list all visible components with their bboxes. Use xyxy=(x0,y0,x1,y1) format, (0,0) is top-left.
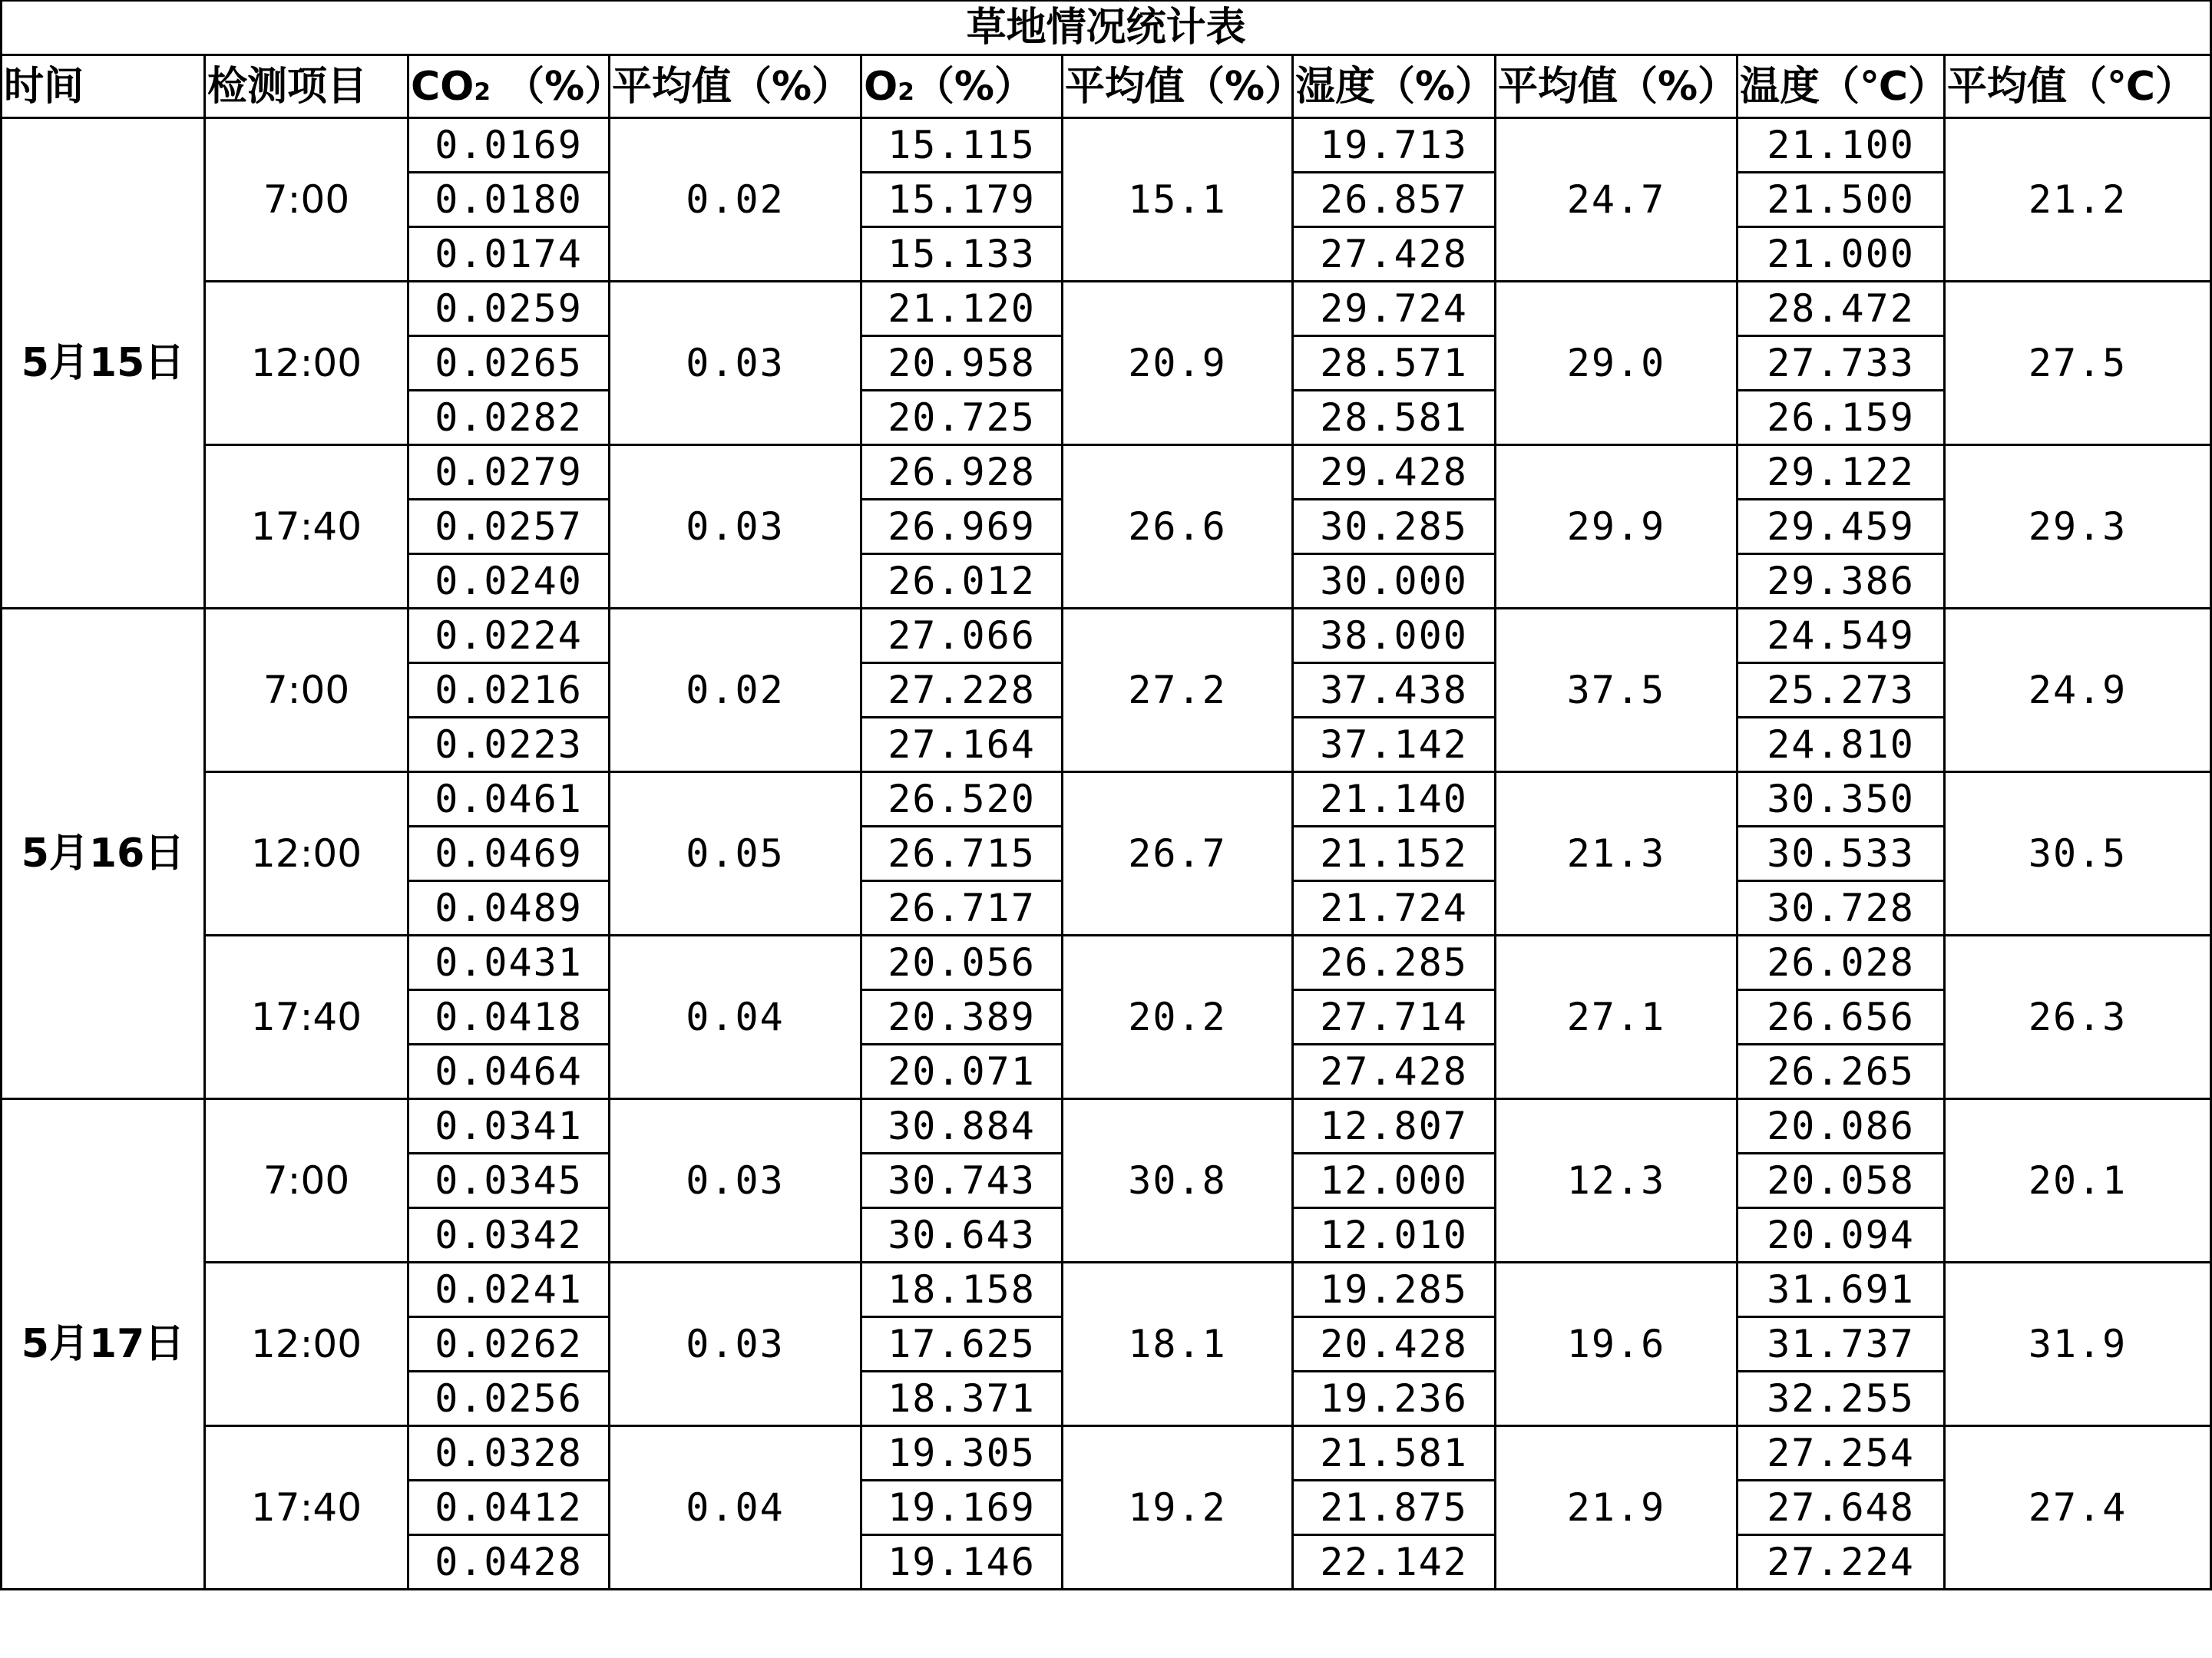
o2-average: 26.7 xyxy=(1063,772,1293,936)
co2-average: 0.05 xyxy=(610,772,861,936)
humidity-average: 21.9 xyxy=(1496,1426,1738,1590)
o2-value: 26.012 xyxy=(861,554,1063,609)
humidity-value: 38.000 xyxy=(1293,609,1496,663)
o2-average: 19.2 xyxy=(1063,1426,1293,1590)
humidity-value: 30.000 xyxy=(1293,554,1496,609)
humidity-average: 37.5 xyxy=(1496,609,1738,772)
header-o2-unit: （%） xyxy=(914,63,1035,110)
temperature-average: 24.9 xyxy=(1945,609,2211,772)
humidity-value: 28.581 xyxy=(1293,391,1496,445)
header-temperature: 温度（℃） xyxy=(1738,55,1945,118)
header-temperature-average: 平均值（℃） xyxy=(1945,55,2211,118)
temperature-value: 27.254 xyxy=(1738,1426,1945,1481)
o2-value: 20.725 xyxy=(861,391,1063,445)
co2-value: 0.0428 xyxy=(408,1535,610,1590)
temperature-value: 21.000 xyxy=(1738,227,1945,282)
co2-value: 0.0180 xyxy=(408,173,610,227)
time-cell: 17:40 xyxy=(205,1426,408,1590)
co2-value: 0.0282 xyxy=(408,391,610,445)
humidity-value: 20.428 xyxy=(1293,1317,1496,1372)
table-title: 草地情况统计表 xyxy=(2,1,2211,55)
humidity-value: 12.010 xyxy=(1293,1208,1496,1263)
o2-value: 27.164 xyxy=(861,718,1063,772)
time-cell: 7:00 xyxy=(205,1099,408,1263)
o2-value: 30.884 xyxy=(861,1099,1063,1154)
humidity-average: 12.3 xyxy=(1496,1099,1738,1263)
header-co2-unit: （%） xyxy=(491,63,625,110)
table-body xyxy=(2,1,2211,1590)
humidity-value: 29.428 xyxy=(1293,445,1496,500)
temperature-value: 21.500 xyxy=(1738,173,1945,227)
humidity-value: 21.875 xyxy=(1293,1481,1496,1535)
table-row xyxy=(2,936,2211,990)
table-row xyxy=(2,772,2211,827)
humidity-value: 37.438 xyxy=(1293,663,1496,718)
co2-average: 0.04 xyxy=(610,1426,861,1590)
humidity-value: 19.713 xyxy=(1293,118,1496,173)
humidity-average: 24.7 xyxy=(1496,118,1738,282)
co2-value: 0.0224 xyxy=(408,609,610,663)
temperature-value: 29.386 xyxy=(1738,554,1945,609)
o2-value: 19.146 xyxy=(861,1535,1063,1590)
time-cell: 12:00 xyxy=(205,1263,408,1426)
temperature-average: 27.4 xyxy=(1945,1426,2211,1590)
temperature-value: 30.533 xyxy=(1738,827,1945,881)
o2-value: 15.115 xyxy=(861,118,1063,173)
temperature-value: 20.086 xyxy=(1738,1099,1945,1154)
time-cell: 17:40 xyxy=(205,445,408,609)
o2-value: 26.969 xyxy=(861,500,1063,554)
o2-value: 27.228 xyxy=(861,663,1063,718)
humidity-value: 27.714 xyxy=(1293,990,1496,1045)
o2-value: 17.625 xyxy=(861,1317,1063,1372)
o2-average: 15.1 xyxy=(1063,118,1293,282)
header-o2-average: 平均值（%） xyxy=(1063,55,1293,118)
o2-value: 19.169 xyxy=(861,1481,1063,1535)
o2-value: 20.389 xyxy=(861,990,1063,1045)
temperature-value: 27.224 xyxy=(1738,1535,1945,1590)
date-cell: 5月15日 xyxy=(2,118,205,609)
temperature-average: 20.1 xyxy=(1945,1099,2211,1263)
co2-value: 0.0489 xyxy=(408,881,610,936)
header-humidity-average: 平均值（%） xyxy=(1496,55,1738,118)
o2-value: 26.717 xyxy=(861,881,1063,936)
header-humidity: 湿度（%） xyxy=(1293,55,1496,118)
co2-value: 0.0257 xyxy=(408,500,610,554)
temperature-value: 26.265 xyxy=(1738,1045,1945,1099)
o2-value: 26.928 xyxy=(861,445,1063,500)
humidity-value: 12.000 xyxy=(1293,1154,1496,1208)
date-cell: 5月16日 xyxy=(2,609,205,1099)
temperature-value: 31.691 xyxy=(1738,1263,1945,1317)
co2-value: 0.0342 xyxy=(408,1208,610,1263)
temperature-average: 27.5 xyxy=(1945,282,2211,445)
time-cell: 7:00 xyxy=(205,118,408,282)
table-row xyxy=(2,609,2211,663)
co2-average: 0.02 xyxy=(610,609,861,772)
co2-value: 0.0328 xyxy=(408,1426,610,1481)
co2-value: 0.0464 xyxy=(408,1045,610,1099)
o2-average: 30.8 xyxy=(1063,1099,1293,1263)
humidity-average: 27.1 xyxy=(1496,936,1738,1099)
o2-average: 18.1 xyxy=(1063,1263,1293,1426)
co2-value: 0.0431 xyxy=(408,936,610,990)
temperature-value: 26.159 xyxy=(1738,391,1945,445)
co2-value: 0.0341 xyxy=(408,1099,610,1154)
table-row xyxy=(2,282,2211,336)
temperature-value: 24.810 xyxy=(1738,718,1945,772)
humidity-average: 29.9 xyxy=(1496,445,1738,609)
temperature-value: 26.028 xyxy=(1738,936,1945,990)
humidity-value: 26.857 xyxy=(1293,173,1496,227)
o2-value: 18.158 xyxy=(861,1263,1063,1317)
temperature-value: 29.459 xyxy=(1738,500,1945,554)
time-cell: 17:40 xyxy=(205,936,408,1099)
humidity-value: 21.152 xyxy=(1293,827,1496,881)
o2-average: 27.2 xyxy=(1063,609,1293,772)
humidity-value: 21.140 xyxy=(1293,772,1496,827)
time-cell: 7:00 xyxy=(205,609,408,772)
o2-value: 19.305 xyxy=(861,1426,1063,1481)
table-row xyxy=(2,1426,2211,1481)
co2-value: 0.0216 xyxy=(408,663,610,718)
o2-value: 15.133 xyxy=(861,227,1063,282)
humidity-average: 21.3 xyxy=(1496,772,1738,936)
temperature-value: 32.255 xyxy=(1738,1372,1945,1426)
co2-value: 0.0174 xyxy=(408,227,610,282)
temperature-value: 29.122 xyxy=(1738,445,1945,500)
humidity-average: 19.6 xyxy=(1496,1263,1738,1426)
temperature-value: 21.100 xyxy=(1738,118,1945,173)
table-row xyxy=(2,1099,2211,1154)
temperature-value: 24.549 xyxy=(1738,609,1945,663)
o2-value: 30.743 xyxy=(861,1154,1063,1208)
temperature-value: 28.472 xyxy=(1738,282,1945,336)
co2-average: 0.02 xyxy=(610,118,861,282)
humidity-value: 19.236 xyxy=(1293,1372,1496,1426)
o2-average: 26.6 xyxy=(1063,445,1293,609)
temperature-average: 21.2 xyxy=(1945,118,2211,282)
temperature-value: 25.273 xyxy=(1738,663,1945,718)
o2-average: 20.9 xyxy=(1063,282,1293,445)
o2-value: 26.520 xyxy=(861,772,1063,827)
co2-average: 0.03 xyxy=(610,1263,861,1426)
humidity-value: 12.807 xyxy=(1293,1099,1496,1154)
humidity-value: 27.428 xyxy=(1293,1045,1496,1099)
o2-value: 21.120 xyxy=(861,282,1063,336)
humidity-value: 19.285 xyxy=(1293,1263,1496,1317)
co2-average: 0.03 xyxy=(610,1099,861,1263)
temperature-value: 27.733 xyxy=(1738,336,1945,391)
o2-value: 27.066 xyxy=(861,609,1063,663)
header-co2 xyxy=(408,55,625,118)
o2-value: 26.715 xyxy=(861,827,1063,881)
humidity-value: 29.724 xyxy=(1293,282,1496,336)
temperature-value: 30.350 xyxy=(1738,772,1945,827)
time-cell: 12:00 xyxy=(205,772,408,936)
header-o2 xyxy=(861,55,1063,118)
co2-value: 0.0418 xyxy=(408,990,610,1045)
humidity-value: 21.581 xyxy=(1293,1426,1496,1481)
co2-value: 0.0262 xyxy=(408,1317,610,1372)
table-row xyxy=(2,118,2211,173)
humidity-average: 29.0 xyxy=(1496,282,1738,445)
co2-value: 0.0461 xyxy=(408,772,610,827)
co2-average: 0.04 xyxy=(610,936,861,1099)
header-time: 时间 xyxy=(2,55,205,118)
title-row xyxy=(2,1,2211,55)
temperature-average: 30.5 xyxy=(1945,772,2211,936)
co2-value: 0.0345 xyxy=(408,1154,610,1208)
temperature-value: 20.058 xyxy=(1738,1154,1945,1208)
o2-value: 30.643 xyxy=(861,1208,1063,1263)
co2-value: 0.0469 xyxy=(408,827,610,881)
temperature-average: 29.3 xyxy=(1945,445,2211,609)
co2-value: 0.0240 xyxy=(408,554,610,609)
temperature-value: 20.094 xyxy=(1738,1208,1945,1263)
date-cell: 5月17日 xyxy=(2,1099,205,1590)
header-co2-subscript: 2 xyxy=(474,78,491,106)
o2-value: 20.958 xyxy=(861,336,1063,391)
humidity-value: 21.724 xyxy=(1293,881,1496,936)
header-o2-subscript: 2 xyxy=(898,78,914,106)
co2-value: 0.0412 xyxy=(408,1481,610,1535)
header-co2-average: 平均值（%） xyxy=(610,55,861,118)
humidity-value: 22.142 xyxy=(1293,1535,1496,1590)
temperature-value: 31.737 xyxy=(1738,1317,1945,1372)
o2-value: 15.179 xyxy=(861,173,1063,227)
o2-average: 20.2 xyxy=(1063,936,1293,1099)
co2-value: 0.0256 xyxy=(408,1372,610,1426)
o2-value: 20.071 xyxy=(861,1045,1063,1099)
co2-value: 0.0265 xyxy=(408,336,610,391)
humidity-value: 30.285 xyxy=(1293,500,1496,554)
humidity-value: 28.571 xyxy=(1293,336,1496,391)
time-cell: 12:00 xyxy=(205,282,408,445)
humidity-value: 27.428 xyxy=(1293,227,1496,282)
header-o2-prefix: O xyxy=(864,63,898,110)
co2-average: 0.03 xyxy=(610,445,861,609)
temperature-value: 30.728 xyxy=(1738,881,1945,936)
temperature-average: 31.9 xyxy=(1945,1263,2211,1426)
temperature-value: 26.656 xyxy=(1738,990,1945,1045)
header-co2-prefix: CO xyxy=(411,63,474,110)
temperature-average: 26.3 xyxy=(1945,936,2211,1099)
temperature-value: 27.648 xyxy=(1738,1481,1945,1535)
co2-value: 0.0169 xyxy=(408,118,610,173)
co2-value: 0.0279 xyxy=(408,445,610,500)
table-row xyxy=(2,1263,2211,1317)
table-row xyxy=(2,445,2211,500)
humidity-value: 37.142 xyxy=(1293,718,1496,772)
humidity-value: 26.285 xyxy=(1293,936,1496,990)
o2-value: 20.056 xyxy=(861,936,1063,990)
co2-average: 0.03 xyxy=(610,282,861,445)
co2-value: 0.0259 xyxy=(408,282,610,336)
header-row xyxy=(2,55,2211,118)
co2-value: 0.0241 xyxy=(408,1263,610,1317)
co2-value: 0.0223 xyxy=(408,718,610,772)
header-item: 检测项目 xyxy=(205,55,408,118)
o2-value: 18.371 xyxy=(861,1372,1063,1426)
